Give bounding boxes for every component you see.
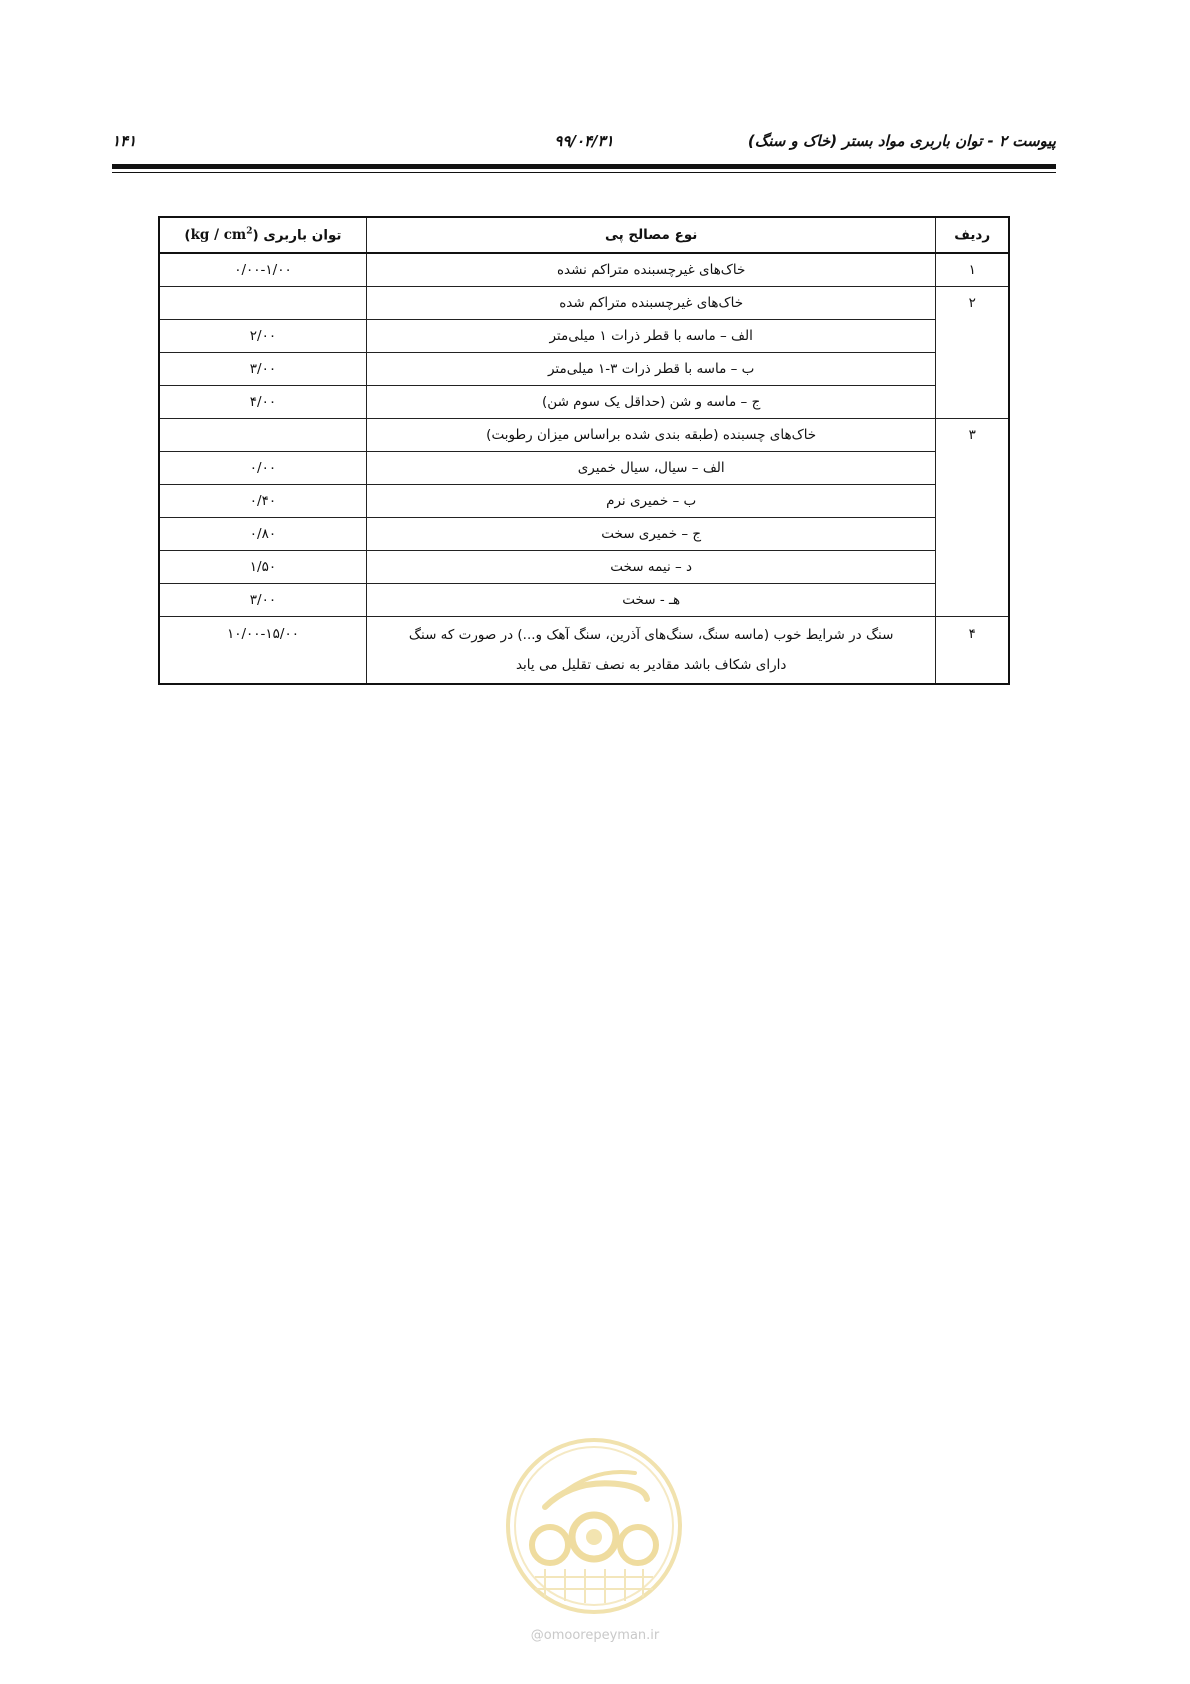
value-cell: ۳/۰۰	[159, 353, 366, 386]
watermark-url: @omoorepeyman.ir	[530, 1628, 660, 1643]
type-cell	[366, 617, 936, 685]
value-cell: ۱۰/۰۰-۱۵/۰۰	[159, 617, 366, 685]
radif-cell: ۴	[936, 617, 1009, 685]
value-cell: ۰/۴۰	[159, 485, 366, 518]
table-row	[159, 287, 1009, 320]
header-value-prefix: توان باربری (	[252, 227, 342, 244]
type-line-2: دارای شکاف باشد مقادیر به نصف تقلیل می یابد	[515, 657, 787, 673]
value-cell: ۰/۰۰	[159, 452, 366, 485]
header-rule-thin	[112, 172, 1056, 173]
radif-cell: ۱	[936, 253, 1009, 287]
type-cell: ج – ماسه و شن (حداقل یک سوم شن)	[366, 386, 936, 419]
type-cell: خاک‌های غیرچسبنده متراکم نشده	[366, 253, 936, 287]
table-row	[159, 584, 1009, 617]
header-radif: ردیف	[936, 217, 1009, 253]
watermark-logo-icon	[505, 1437, 683, 1615]
type-cell: د – نیمه سخت	[366, 551, 936, 584]
table-row	[159, 452, 1009, 485]
header-rule-thick	[112, 164, 1056, 169]
header-value-suffix: )	[184, 227, 191, 244]
table-row	[159, 386, 1009, 419]
value-cell: ۰/۸۰	[159, 518, 366, 551]
type-cell: هـ - سخت	[366, 584, 936, 617]
type-line-1: سنگ در شرایط خوب (ماسه سنگ، سنگ‌های آذرین، سنگ آهک و...) در صورت که سنگ	[408, 627, 894, 643]
header-value-unit: kg / $cm^2$	[190, 226, 253, 244]
type-cell: خاک‌های چسبنده (طبقه بندی شده براساس میزان رطوبت)	[366, 419, 936, 452]
table-row	[159, 518, 1009, 551]
header-date: ۹۹/۰۴/۳۱	[554, 132, 614, 150]
table-header-row	[159, 217, 1009, 253]
bearing-capacity-table	[158, 216, 1010, 685]
table-row	[159, 485, 1009, 518]
value-cell: ۲/۰۰	[159, 320, 366, 353]
table-row	[159, 617, 1009, 685]
radif-cell: ۲	[936, 287, 1009, 419]
table-row	[159, 253, 1009, 287]
type-cell: الف – سیال، سیال خمیری	[366, 452, 936, 485]
table-row	[159, 353, 1009, 386]
page-number: ۱۴۱	[112, 132, 137, 150]
type-cell: ب – ماسه با قطر ذرات ۳-۱ میلی‌متر	[366, 353, 936, 386]
value-cell: ۱/۵۰	[159, 551, 366, 584]
page-header	[112, 130, 1056, 156]
table-row	[159, 419, 1009, 452]
radif-cell: ۳	[936, 419, 1009, 617]
table-row	[159, 551, 1009, 584]
type-cell: الف – ماسه با قطر ذرات ۱ میلی‌متر	[366, 320, 936, 353]
type-cell: ب – خمیری نرم	[366, 485, 936, 518]
value-cell	[159, 419, 366, 452]
table-row	[159, 320, 1009, 353]
value-cell: ۳/۰۰	[159, 584, 366, 617]
value-cell: ۰/۰۰-۱/۰۰	[159, 253, 366, 287]
value-cell	[159, 287, 366, 320]
header-value	[159, 217, 366, 253]
type-cell: خاک‌های غیرچسبنده متراکم شده	[366, 287, 936, 320]
value-cell: ۴/۰۰	[159, 386, 366, 419]
header-title: پیوست ۲ - توان باربری مواد بستر (خاک و سنگ)	[747, 132, 1056, 150]
header-type: نوع مصالح پی	[366, 217, 936, 253]
type-cell: ج – خمیری سخت	[366, 518, 936, 551]
